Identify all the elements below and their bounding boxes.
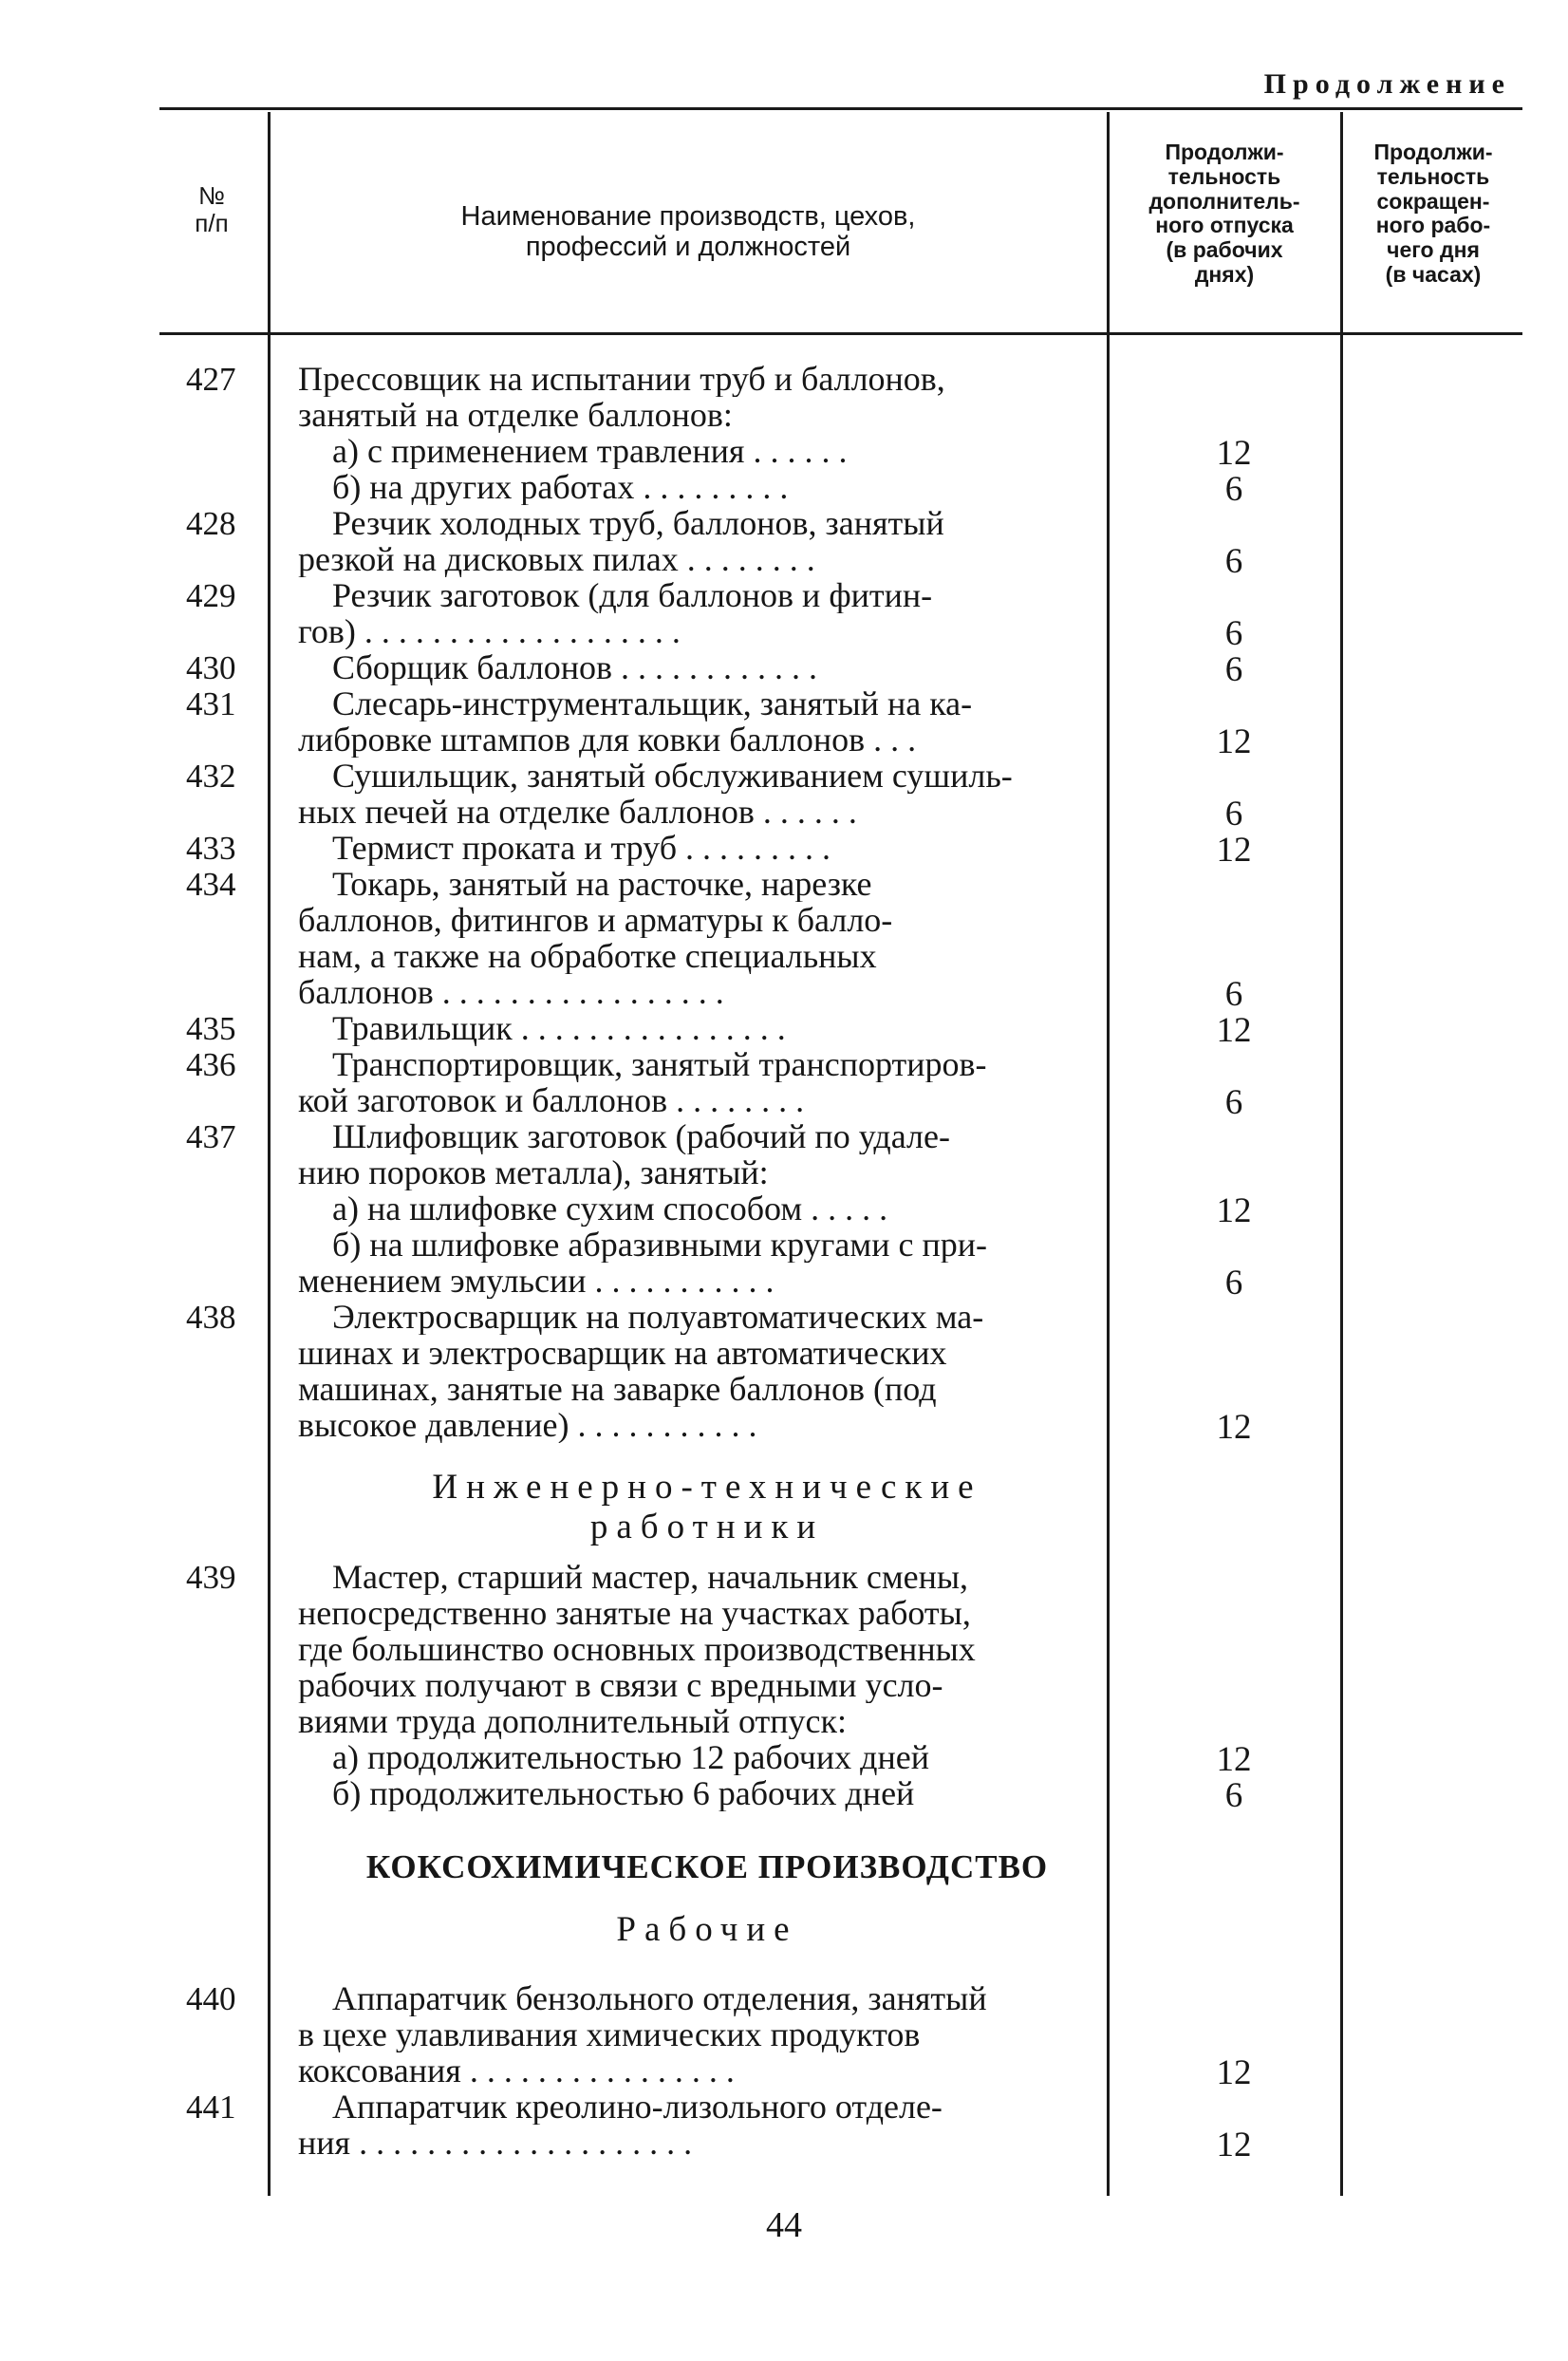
table-row — [0, 613, 1568, 653]
spacer — [0, 1549, 1568, 1559]
row-text: ния . . . . . . . . . . . . . . . . . . . . — [298, 2125, 693, 2161]
table-row — [0, 1010, 1568, 1050]
row-text: коксования . . . . . . . . . . . . . . . . — [298, 2052, 735, 2089]
row-text: Аппаратчик бензольного отделения, занятый — [332, 1980, 987, 2016]
table-row — [0, 1407, 1568, 1447]
table-row — [0, 1667, 1568, 1703]
section-heading-row — [0, 1470, 1568, 1509]
row-text: Мастер, старший мастер, начальник смены, — [332, 1559, 969, 1595]
row-text: баллонов . . . . . . . . . . . . . . . . . — [298, 974, 724, 1010]
row-text: гов) . . . . . . . . . . . . . . . . . . . — [298, 613, 681, 649]
row-leave-days: 12 — [1216, 1191, 1252, 1230]
table-row — [0, 866, 1568, 902]
header-name: Наименование производств, цехов, профессий и должностей — [460, 201, 916, 263]
row-leave-days: 6 — [1224, 650, 1243, 689]
row-leave-days: 6 — [1224, 975, 1243, 1014]
row-text: б) на шлифовке абразивными кругами с при- — [332, 1227, 987, 1263]
row-leave-days: 6 — [1224, 1776, 1243, 1815]
table-row — [0, 1299, 1568, 1335]
row-leave-days: 12 — [1216, 722, 1252, 761]
table-row — [0, 1335, 1568, 1371]
row-text: нам, а также на обработке специальных — [298, 938, 877, 974]
row-text: в цехе улавливания химических продуктов — [298, 2016, 921, 2052]
row-number: 432 — [186, 758, 236, 795]
page-number: 44 — [766, 2205, 802, 2245]
row-text: резкой на дисковых пилах . . . . . . . . — [298, 541, 815, 577]
table-body — [0, 361, 1568, 2164]
table-row — [0, 469, 1568, 509]
row-leave-days: 12 — [1216, 1408, 1252, 1447]
table-row — [0, 902, 1568, 938]
header-number: № п/п — [195, 181, 229, 238]
row-text: а) продолжительностью 12 рабочих дней — [332, 1739, 929, 1775]
row-text: менением эмульсии . . . . . . . . . . . — [298, 1263, 775, 1299]
table-row — [0, 2052, 1568, 2092]
table-row — [0, 1703, 1568, 1739]
row-number: 437 — [186, 1118, 236, 1155]
spacer — [0, 1889, 1568, 1912]
table-row — [0, 1154, 1568, 1190]
row-text: где большинство основных производственных — [298, 1631, 976, 1667]
row-text: занятый на отделке баллонов: — [298, 397, 733, 433]
row-leave-days: 12 — [1216, 831, 1252, 870]
row-text: а) на шлифовке сухим способом . . . . . — [332, 1190, 888, 1227]
table-row — [0, 830, 1568, 870]
table-row — [0, 2125, 1568, 2164]
table-row — [0, 1371, 1568, 1407]
row-text: а) с применением травления . . . . . . — [332, 433, 848, 469]
row-number: 438 — [186, 1299, 236, 1336]
table-row — [0, 794, 1568, 834]
section-heading-row — [0, 1509, 1568, 1549]
row-text: Прессовщик на испытании труб и баллонов, — [298, 361, 945, 397]
table-row — [0, 2089, 1568, 2125]
row-number: 429 — [186, 577, 236, 614]
table-row — [0, 1775, 1568, 1815]
table-row — [0, 1595, 1568, 1631]
table-row — [0, 1980, 1568, 2016]
spacer — [0, 1443, 1568, 1470]
table-row — [0, 505, 1568, 541]
row-text: нию пороков металла), занятый: — [298, 1154, 769, 1190]
row-text: машинах, занятые на заварке баллонов (под — [298, 1371, 937, 1407]
table-row — [0, 1118, 1568, 1154]
table-row — [0, 685, 1568, 721]
table-row — [0, 577, 1568, 613]
row-text: Шлифовщик заготовок (рабочий по удале- — [332, 1118, 950, 1154]
section-heading: работники — [589, 1508, 825, 1546]
row-number: 441 — [186, 2089, 236, 2126]
row-leave-days: 12 — [1216, 434, 1252, 473]
table-row — [0, 541, 1568, 581]
section-heading-row — [0, 1849, 1568, 1889]
table-row — [0, 397, 1568, 433]
row-text: б) на других работах . . . . . . . . . — [332, 469, 789, 505]
row-text: шинах и электросварщик на автоматических — [298, 1335, 947, 1371]
header-extra-leave: Продолжи- тельность дополнитель- ного отпуска (в рабочих днях) — [1148, 140, 1300, 287]
row-text: кой заготовок и баллонов . . . . . . . . — [298, 1082, 805, 1118]
row-text: непосредственно занятые на участках работы, — [298, 1595, 971, 1631]
table-row — [0, 1739, 1568, 1779]
table-row — [0, 1631, 1568, 1667]
table-top-rule — [159, 107, 1522, 110]
row-number: 427 — [186, 361, 236, 398]
section-heading: Инженерно-технические — [432, 1468, 982, 1507]
row-text: Резчик заготовок (для баллонов и фитин- — [332, 577, 933, 613]
row-number: 430 — [186, 649, 236, 686]
table-row — [0, 974, 1568, 1014]
row-leave-days: 6 — [1224, 542, 1243, 581]
row-number: 435 — [186, 1010, 236, 1047]
row-text: Аппаратчик креолино-лизольного отделе- — [332, 2089, 943, 2125]
table-row — [0, 361, 1568, 397]
row-text: Сборщик баллонов . . . . . . . . . . . . — [332, 649, 818, 685]
row-number: 428 — [186, 505, 236, 542]
row-text: Токарь, занятый на расточке, нарезке — [332, 866, 872, 902]
section-heading: Рабочие — [616, 1910, 798, 1949]
row-leave-days: 12 — [1216, 2053, 1252, 2092]
row-text: баллонов, фитингов и арматуры к балло- — [298, 902, 893, 938]
row-text: б) продолжительностью 6 рабочих дней — [332, 1775, 915, 1811]
section-heading: КОКСОХИМИЧЕСКОЕ ПРОИЗВОДСТВО — [365, 1848, 1049, 1885]
table-row — [0, 938, 1568, 974]
row-text: Термист проката и труб . . . . . . . . . — [332, 830, 831, 866]
spacer — [0, 1952, 1568, 1980]
section-heading-row — [0, 1912, 1568, 1952]
continuation-label: Продолжение — [1263, 68, 1511, 100]
row-text: Травильщик . . . . . . . . . . . . . . . . — [332, 1010, 786, 1046]
row-text: Сушильщик, занятый обслуживанием сушиль- — [332, 758, 1013, 794]
row-number: 433 — [186, 830, 236, 867]
spacer — [0, 1811, 1568, 1849]
row-text: рабочих получают в связи с вредными усло- — [298, 1667, 943, 1703]
table-row — [0, 1046, 1568, 1082]
table-row — [0, 1263, 1568, 1302]
table-row — [0, 758, 1568, 794]
table-row — [0, 433, 1568, 473]
row-text: Резчик холодных труб, баллонов, занятый — [332, 505, 944, 541]
header-bottom-rule — [159, 332, 1522, 335]
row-leave-days: 6 — [1224, 1264, 1243, 1302]
row-number: 440 — [186, 1980, 236, 2017]
table-row — [0, 1227, 1568, 1263]
row-number: 434 — [186, 866, 236, 903]
table-row — [0, 721, 1568, 761]
row-leave-days: 6 — [1224, 795, 1243, 834]
row-leave-days: 6 — [1224, 1083, 1243, 1122]
row-number: 436 — [186, 1046, 236, 1083]
table-row — [0, 2016, 1568, 2052]
row-leave-days: 12 — [1216, 1011, 1252, 1050]
row-leave-days: 12 — [1216, 1740, 1252, 1779]
row-text: Электросварщик на полуавтоматических ма- — [332, 1299, 984, 1335]
row-leave-days: 6 — [1224, 614, 1243, 653]
row-number: 431 — [186, 685, 236, 722]
table-row — [0, 1082, 1568, 1122]
table-row — [0, 649, 1568, 689]
header-shortened-day: Продолжи- тельность сокращен- ного рабо- чего дня (в часах) — [1373, 140, 1493, 287]
row-text: либровке штампов для ковки баллонов . . . — [298, 721, 917, 758]
row-number: 439 — [186, 1559, 236, 1596]
row-text: виями труда дополнительный отпуск: — [298, 1703, 848, 1739]
row-text: высокое давление) . . . . . . . . . . . — [298, 1407, 757, 1443]
row-leave-days: 12 — [1216, 2126, 1252, 2164]
row-text: Слесарь-инструментальщик, занятый на ка- — [332, 685, 973, 721]
row-text: ных печей на отделке баллонов . . . . . . — [298, 794, 857, 830]
row-text: Транспортировщик, занятый транспортиров- — [332, 1046, 987, 1082]
row-leave-days: 6 — [1224, 470, 1243, 509]
table-row — [0, 1190, 1568, 1230]
table-row — [0, 1559, 1568, 1595]
